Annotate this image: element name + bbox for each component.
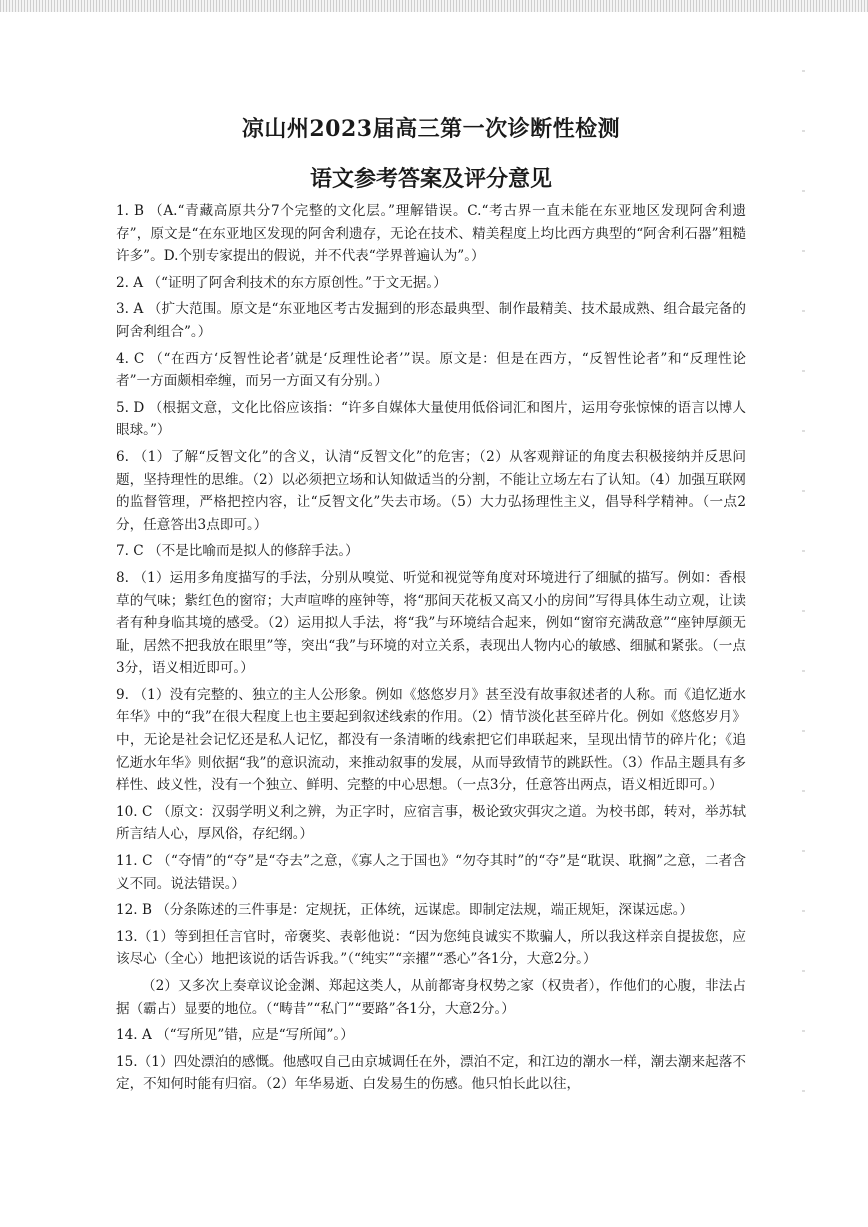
answer-item-13-2: （2）又多次上奏章议论金渊、郑起这类人，从前都寄身权势之家（权贵者），作他们的心腹，非法占据（霸占）显要的地位。（“畴昔”“私门”“要路”各1分，大意2分。） [116, 978, 746, 1017]
answer-item-9: 9. （1）没有完整的、独立的主人公形象。例如《悠悠岁月》甚至没有故事叙述者的人称。而《追忆逝水年华》中的“我”在很大程度上也主要起到叙述线索的作用。（2）情节淡化甚至碎片化。例如《悠悠岁月》中，无论是社会记忆还是私人记忆，都没有一条清晰的线索把它们串联起来，呈现出情节的碎片化；《追忆逝水年华》则依据“我”的意识流动，来推动叙事的发展，从而导致情节的跳跃性。（3）作品主题具有多样性、歧义性，没有一个独立、鲜明、完整的中心思想。（一点3分，任意答出两点，语义相近即可。） [116, 686, 746, 794]
answer-list [116, 200, 746, 1096]
answer-item-13-1: 13.（1）等到担任言官时，帝褒奖、表彰他说：“因为您纯良诚实不欺骗人，所以我这样亲自提拔您，应该尽心（全心）地把该说的话告诉我。”（“纯实”“亲擢”“悉心”各1分，大意2分。） [116, 928, 746, 968]
page-title: 凉山州2023届高三第一次诊断性检测 [241, 116, 621, 142]
answer-item-5: 5. D （根据文意，文化比俗应该指：“许多自媒体大量使用低俗词汇和图片，运用夸张惊悚的语言以博人眼球。”） [116, 399, 746, 439]
answer-item-12: 12. B （分条陈述的三件事是：定规抚，正体统，远谋虑。即制定法规，端正规矩，深谋远虑。） [116, 902, 694, 919]
answer-item-1: 1. B （A.“青藏高原共分7个完整的文化层。”理解错误。C.“考古界一直未能在东亚地区发现阿舍利遗存”，原文是“在东亚地区发现的阿舍利遗存，无论在技术、精美程度上均比西方典型的“阿舍利石器”粗糙许多”。D.个别专家提出的假说，并不代表“学界普遍认为”。） [116, 203, 746, 265]
answer-item-11: 11. C （“夺情”的“夺”是“夺去”之意，《寡人之于国也》“勿夺其时”的“夺”是“耽误、耽搁”之意，二者含义不同。说法错误。） [116, 853, 746, 892]
answer-item-4: 4. C （“在西方‘反智性论者’就是‘反理性论者’”误。原文是：但是在西方，“反智性论者”和“反理性论者”一方面颇相牵缠，而另一方面又有分别。） [116, 350, 746, 390]
answer-item-7: 7. C （不是比喻而是拟人的修辞手法。） [116, 543, 359, 560]
answer-item-3: 3. A （扩大范围。原文是“东亚地区考古发掘到的形态最典型、制作最精美、技术最成熟、组合最完备的阿舍利组合”。） [116, 301, 746, 340]
answer-item-15: 15.（1）四处漂泊的感慨。他感叹自己由京城调任在外，漂泊不定，和江边的潮水一样，潮去潮来起落不定，不知何时能有归宿。（2）年华易逝、白发易生的伤感。他只怕长此以往， [116, 1053, 746, 1093]
answer-item-14: 14. A （“写所见”错，应是“写所闻”。） [116, 1027, 354, 1044]
scan-border [0, 0, 868, 12]
page-subtitle: 语文参考答案及评分意见 [309, 166, 552, 192]
answer-item-2: 2. A （“证明了阿舍利技术的东方原创性。”于文无据。） [116, 274, 447, 291]
answer-item-6: 6. （1）了解“反智文化”的含义，认清“反智文化”的危害；（2）从客观辩证的角度去积极接纳并反思问题，坚持理性的思维。（2）以必须把立场和认知做适当的分割，不能让立场左右了认知。（4）加强互联网的监督管理，严格把控内容，让“反智文化”失去市场。（5）大力弘扬理性主义，倡导科学精神。（一点2分，任意答出3点即可。） [116, 448, 746, 533]
answer-item-8: 8. （1）运用多角度描写的手法，分别从嗅觉、听觉和视觉等角度对环境进行了细腻的描写。例如：香根草的气味；紫红色的窗帘；大声喧哗的座钟等，将“那间天花板又高又小的房间”写得具体生动立观，让读者有种身临其境的感受。（2）运用拟人手法，将“我”与环境结合起来，例如“窗帘充满敌意”“座钟厚颜无耻，居然不把我放在眼里”等，突出“我”与环境的对立关系，表现出人物内心的敏感、细腻和紧张。（一点3分，语义相近即可。） [116, 569, 746, 677]
scan-artifact [802, 70, 805, 1150]
answer-item-10: 10. C （原文：汉弱学明义利之辨，为正字时，应宿言事，极论致灾弭灾之道。为校书郎，转对，举苏轼所言结人心，厚风俗，存纪纲。） [116, 803, 746, 843]
document-page [116, 112, 746, 1100]
